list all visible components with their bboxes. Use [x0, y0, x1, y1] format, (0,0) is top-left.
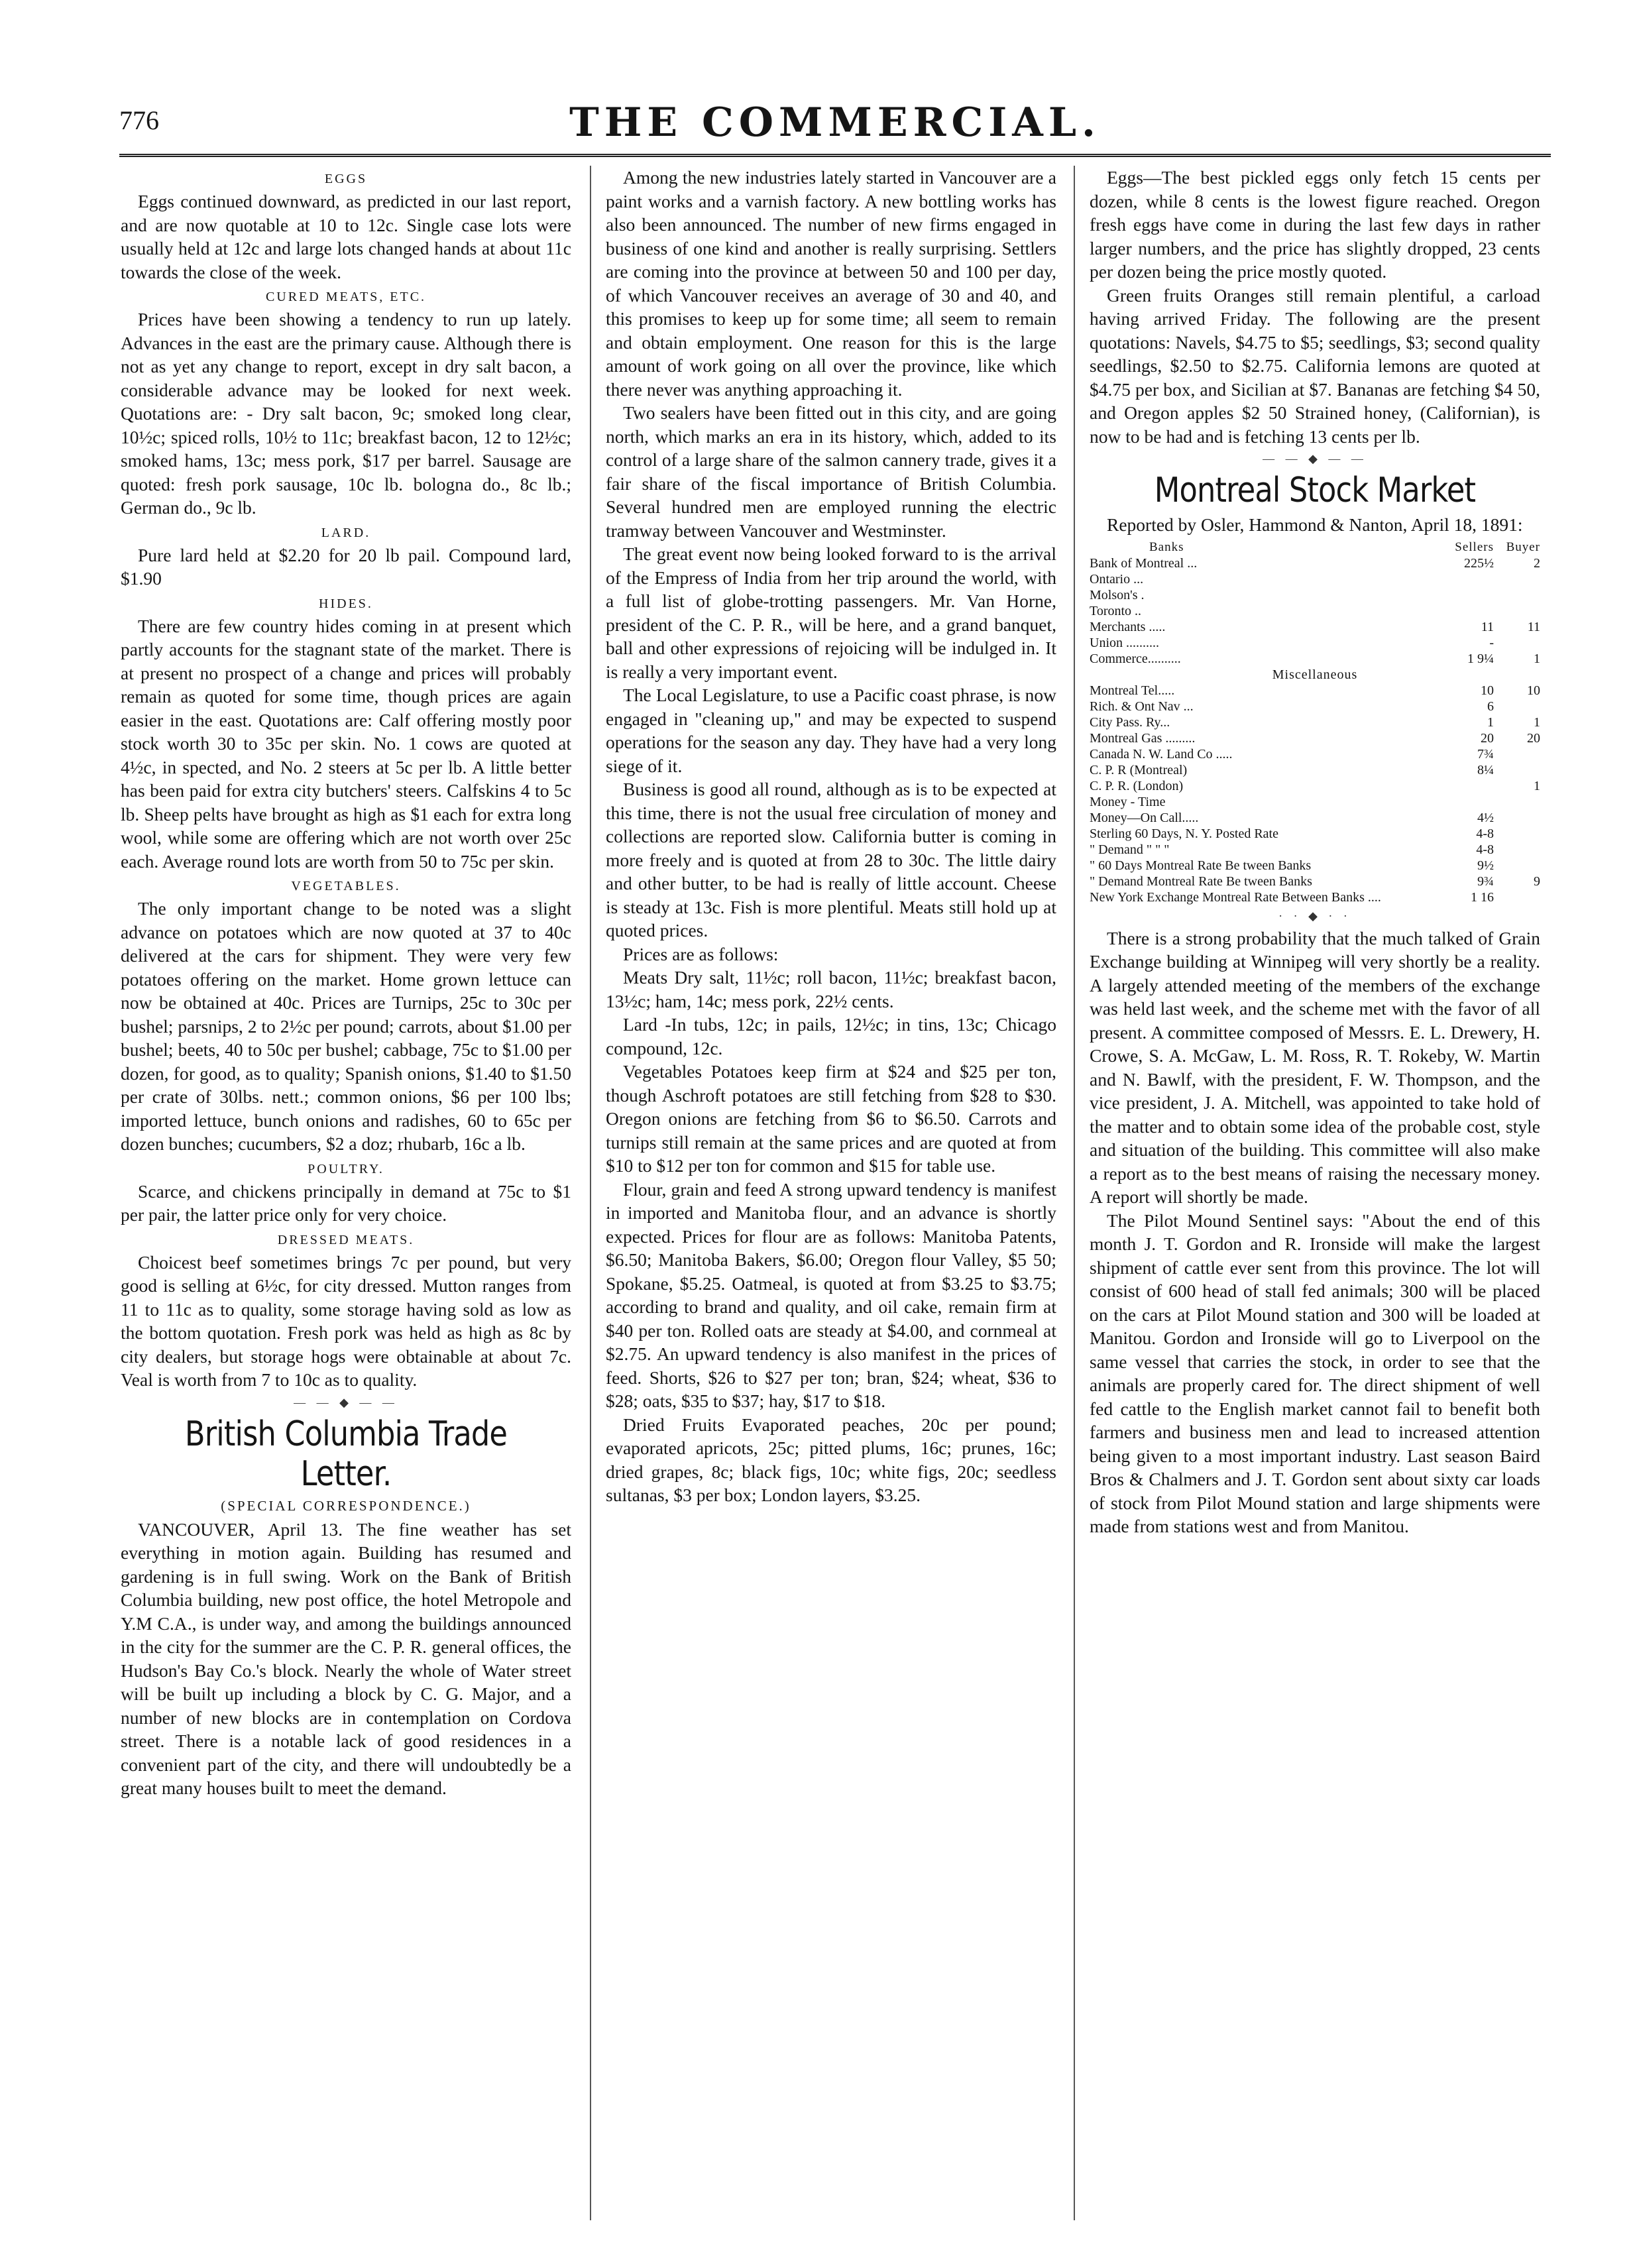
stock-buyers: [1494, 571, 1540, 587]
stock-buyers: [1494, 762, 1540, 778]
stock-header-sellers: Sellers: [1455, 539, 1494, 554]
eggs-heading: EGGS: [324, 172, 368, 186]
empress-paragraph: The great event now being looked forward to is the arrival of the Empress of India from her trip around the world, with a full list of globe-trotting passengers. Mr. Van Horne, president of the C. P. R., will be here, and a grand banquet, ball and other expressions of rejoicing will be indulged in. It is really a very important event.: [606, 543, 1056, 682]
stock-table-body: [1090, 555, 1540, 905]
stock-name: Bank of Montreal ...: [1090, 555, 1198, 571]
newspaper-title: THE COMMERCIAL.: [569, 99, 1101, 146]
stock-row: [1090, 874, 1540, 889]
vegetables-heading: VEGETABLES.: [291, 879, 401, 893]
vegetables-paragraph: The only important change to be noted was a slight advance on potatoes which are now quoted at 37 to 40c delivered at the cars for shipment. They were very few potatoes offering on the market. Home grown lettuce can now be obtained at 40c. Prices are Turnips, 25c to 30c per bushel; parsnips, 2 to 2½c per pound; carrots, about $1.00 per bushel; beets, 40 to 50c per bushel; cabbage, 75c to $1.00 per dozen, for good, as to quality; Spanish onions, $1.40 to $1.50 per crate of 30lbs. nett.; common onions, $6 per 100 lbs; imported lettuce, bunch onions and radishes, 60 to 65c per dozen bunches; cucumbers, $2 a doz; rhubarb, 16c a lb.: [121, 898, 571, 1154]
stock-sellers: 8¼: [1477, 762, 1494, 777]
dressed-meats-heading: DRESSED MEATS.: [277, 1232, 415, 1247]
stock-name: " Demand Montreal Rate Be tween Banks: [1090, 874, 1312, 889]
stock-name: " 60 Days Montreal Rate Be tween Banks: [1090, 858, 1312, 873]
stock-row: [1090, 810, 1540, 826]
stock-row: [1090, 699, 1540, 714]
stock-sellers: 9½: [1477, 858, 1494, 873]
stock-row: [1090, 858, 1540, 874]
lard-heading: LARD.: [321, 525, 371, 540]
stock-buyers: [1494, 699, 1540, 714]
stock-sellers: [1447, 794, 1494, 810]
stock-name: Molson's .: [1090, 587, 1145, 602]
industries-paragraph: Among the new industries lately started in Vancouver are a paint works and a varnish factory. A new bottling works has also been announced. The number of new firms engaged in business of one kind and another is really surprising. Settlers are coming into the province at between 50 and 100 per day, of which Vancouver receives an average of 30 and 40, and this promises to keep up for some time; all seem to remain and obtain employment. One reason for this is the large amount of work going on all over the province, like which there never was anything approaching it.: [606, 167, 1056, 400]
stock-row: [1090, 603, 1540, 619]
stock-name: Money—On Call.....: [1090, 810, 1199, 825]
stock-market-intro: Reported by Osler, Hammond & Nanton, April 18, 1891:: [1107, 514, 1523, 535]
stock-name: Merchants .....: [1090, 619, 1166, 634]
stock-name: Money - Time: [1090, 794, 1166, 809]
stock-sellers: 4½: [1477, 810, 1494, 825]
prices-intro: Prices are as follows:: [623, 943, 779, 964]
column-rule: [1074, 166, 1075, 2220]
stock-name: New York Exchange Montreal Rate Between Banks ....: [1090, 889, 1381, 905]
dried-fruits-prices: Dried Fruits Evaporated peaches, 20c per pound; evaporated apricots, 25c; pitted plums, 16c; prunes, 16c; dried grapes, 8c; black figs, 10c; white figs, 20c; seedless sultanas, $3 per box; London layers, $3.25.: [606, 1414, 1056, 1505]
stock-name: Commerce..........: [1090, 651, 1181, 666]
sealers-paragraph: Two sealers have been fitted out in this city, and are going north, which marks an era in its history, which, added to its control of a large share of the salmon cannery trade, gives it a fair share of the fiscal importance of British Columbia. Several hundred men are employed running the electric tramway between Vancouver and Westminster.: [606, 402, 1056, 541]
stock-row: [1090, 762, 1540, 778]
stock-sellers: 11: [1481, 619, 1494, 634]
stock-sellers: 1: [1487, 714, 1494, 730]
stock-row: [1090, 889, 1540, 905]
stock-sellers: 20: [1481, 730, 1494, 746]
vegetables-prices: Vegetables Potatoes keep firm at $24 and $25 per ton, though Aschroft potatoes are still fetching from $28 to $30. Oregon onions are fetching from $6 to $6.50. Carrots and turnips still remain at the same prices and are quoted at from $10 to $12 per ton for common and $15 for table use.: [606, 1061, 1056, 1176]
stock-row: [1090, 746, 1540, 762]
cured-meats-paragraph: Prices have been showing a tendency to run up lately. Advances in the east are the primary cause. Although there is not as yet any change to report, except in dry salt bacon, a considerable advance may be looked for next week. Quotations are: - Dry salt bacon, 9c; smoked long clear, 10½c; spiced rolls, 10½ to 11c; breakfast bacon, 12 to 12½c; smoked hams, 13c; mess pork, $17 per barrel. Sausage are quoted: fresh pork sausage, 10c lb. bologna do., 8c lb.; German do., 9c lb.: [121, 309, 571, 518]
stock-header-buyers: Buyer: [1506, 539, 1540, 554]
stock-sellers: 1 9¼: [1467, 651, 1494, 666]
stock-name: Miscellaneous: [1272, 667, 1358, 682]
stock-buyers: 20: [1527, 730, 1540, 746]
stock-sellers: 6: [1487, 699, 1494, 714]
dressed-meats-paragraph: Choicest beef sometimes brings 7c per pound, but very good is selling at 6½c, for city dressed. Mutton ranges from 11 to 11c as to quality, some storage having sold as low as the bottom quotation. Fresh pork was held as high as 8c by city dealers, but storage hogs were obtainable at about 7c. Veal is worth from 7 to 10c as to quality.: [121, 1251, 571, 1390]
stock-sellers: 10: [1481, 683, 1494, 698]
column-3: [1090, 166, 1540, 2220]
stock-row: [1090, 587, 1540, 603]
page-columns: [121, 166, 1552, 2220]
bc-trade-letter-subtitle: (SPECIAL CORRESPONDENCE.): [221, 1497, 471, 1514]
stock-header-banks: Banks: [1149, 539, 1184, 554]
flour-grain-prices: Flour, grain and feed A strong upward tendency is manifest in imported and Manitoba flour, and an advance is shortly expected. Prices for flour are as follows: Manitoba Patents, $6.50; Manitoba Bakers, $6.00; Oregon flour Valley, $5 50; Spokane, $5.25. Oatmeal, is quoted at from $3.25 to $3.75; according to brand and quality, and oil cake, remain firm at $40 per ton. Rolled oats are steady at $4.00, and cornmeal at $2.75. An upward tendency is also manifest in the prices of feed. Shorts, $26 to $27 per ton; bran, $24; wheat, $36 to $28; oats, $35 to $37; hay, $17 to $18.: [606, 1178, 1056, 1411]
section-divider: — — ◆ — —: [1263, 452, 1367, 465]
stock-buyers: [1494, 635, 1540, 651]
stock-row: [1090, 635, 1540, 651]
poultry-heading: POULTRY.: [308, 1161, 384, 1176]
bc-trade-letter-paragraph: VANCOUVER, April 13. The fine weather has set everything in motion again. Building has resumed and gardening is in full swing. Work on the Bank of British Columbia building, new post office, the hotel Metropole and Y.M C.A., is under way, and among the buildings announced in the city for the summer are the C. P. R. general offices, the Hudson's Bay Co.'s block. Nearly the whole of Water street will be built up including a block by C. G. Major, and a number of new blocks are in contemplation on Cordova street. There is a notable lack of good residences in a convenient part of the city, and there will undoubtedly be a great many houses built to meet the demand.: [121, 1518, 571, 1798]
section-divider: · · ◆ · ·: [1278, 909, 1351, 923]
page-number: 776: [119, 105, 159, 135]
column-1: [121, 166, 571, 2220]
lard-paragraph: Pure lard held at $2.20 for 20 lb pail. Compound lard, $1.90: [121, 544, 571, 589]
bc-trade-letter-title: British Columbia Trade Letter.: [184, 1414, 508, 1494]
stock-buyers: 1: [1534, 778, 1540, 793]
stock-row: [1090, 730, 1540, 746]
stock-sellers: [1447, 778, 1494, 794]
stock-name: Ontario ...: [1090, 571, 1144, 587]
legislature-paragraph: The Local Legislature, to use a Pacific coast phrase, is now engaged in "cleaning up," and may be expected to suspend operations for the season any day. They have had a very long siege of it.: [606, 685, 1056, 776]
stock-row: [1090, 794, 1540, 810]
stock-row: [1090, 778, 1540, 794]
column-2: [606, 166, 1056, 2220]
stock-row: [1090, 826, 1540, 842]
stock-sellers: 225½: [1464, 555, 1494, 571]
hides-paragraph: There are few country hides coming in at present which partly accounts for the stagnant state of the market. There is at present no prospect of a change and prices will probably remain as quoted for some time, though prices are again easier in the east. Quotations are: Calf offering mostly poor stock worth 30 to 35c per skin. No. 1 cows are quoted at 4½c, in spected, and No. 2 steers at 5c per lb. A little better has been paid for extra city butchers' steers. Calfskins 4 to 5c lb. Sheep pelts have brought as high as $1 each for extra long wool, while some are offering which are not worth over 25c each. Average round lots are worth from 50 to 75c per skin.: [121, 615, 571, 872]
stock-buyers: 11: [1527, 619, 1540, 634]
pilot-mound-paragraph: The Pilot Mound Sentinel says: "About the end of this month J. T. Gordon and R. Ironside will make the largest shipment of cattle ever sent from this province. The lot will consist of 600 head of stall fed animals; 300 will be placed on the cars at Pilot Mound station and 300 will be loaded at Manitou. Gordon and Ironside will go to Liverpool on the same vessel that carries the stock, in order to see that the animals are properly cared for. The direct shipment of well fed cattle to the English market cannot fail to benefit both farmers and business men and lead to increased attention being given to a most important industry. Last season Baird Bros & Chalmers and J. T. Gordon sent about sixty car loads of stock from Pilot Mound station and large shipments were made from stations west and from Manitou.: [1090, 1210, 1540, 1536]
stock-sellers: 7¾: [1477, 746, 1494, 762]
stock-name: Union ..........: [1090, 635, 1159, 650]
stock-sellers: [1447, 587, 1494, 603]
hides-heading: HIDES.: [319, 596, 373, 611]
stock-name: Toronto ..: [1090, 603, 1142, 618]
stock-buyers: 1: [1534, 651, 1540, 666]
stock-name: Rich. & Ont Nav ...: [1090, 699, 1194, 714]
stock-row: [1090, 714, 1540, 730]
business-paragraph: Business is good all round, although as is to be expected at this time, there is not the usual free circulation of money and collections are reported slow. California butter is coming in more freely and is quoted at from 28 to 30c. The little dairy and other butter, to be had is really of little account. Cheese is steady at 13c. Fish is more plentiful. Meats still hold up at quoted prices.: [606, 779, 1056, 940]
stock-row: [1090, 619, 1540, 635]
stock-buyers: [1494, 810, 1540, 826]
lard-prices: Lard -In tubs, 12c; in pails, 12½c; in tins, 13c; Chicago compound, 12c.: [606, 1014, 1056, 1058]
stock-name: C. P. R. (London): [1090, 778, 1184, 793]
stock-buyers: [1494, 858, 1540, 874]
stock-buyers: [1494, 603, 1540, 619]
stock-row: [1090, 651, 1540, 667]
stock-name: Canada N. W. Land Co .....: [1090, 746, 1233, 762]
meats-prices: Meats Dry salt, 11½c; roll bacon, 11½c; breakfast bacon, 13½c; ham, 14c; mess pork, 22½ cents.: [606, 967, 1056, 1011]
masthead: [119, 99, 1551, 152]
stock-row: [1090, 555, 1540, 571]
column-rule: [590, 166, 591, 2220]
stock-sellers: 9¾: [1477, 874, 1494, 889]
stock-buyers: [1494, 826, 1540, 842]
stock-market-title: Montreal Stock Market: [1154, 471, 1476, 510]
stock-buyers: [1494, 794, 1540, 810]
stock-row: [1090, 683, 1540, 699]
stock-sellers: 4-8: [1476, 826, 1494, 841]
stock-name: " Demand " " ": [1090, 842, 1170, 857]
eggs-report-paragraph: Eggs—The best pickled eggs only fetch 15 cents per dozen, while 8 cents is the lowest figure reached. Oregon fresh eggs have come in during the last few days in rather larger numbers, and the price has slightly dropped, 23 cents per dozen being the price mostly quoted.: [1090, 167, 1540, 282]
eggs-paragraph: Eggs continued downward, as predicted in our last report, and are now quotable at 10 to 12c. Single case lots were usually held at 12c and large lots changed hands at about 11c towards the close of the week.: [121, 191, 571, 282]
stock-buyers: [1494, 889, 1540, 905]
stock-name: Sterling 60 Days, N. Y. Posted Rate: [1090, 826, 1278, 841]
stock-row: [1090, 571, 1540, 587]
stock-row: [1090, 667, 1540, 683]
stock-sellers: -: [1489, 635, 1494, 650]
stock-name: Montreal Gas .........: [1090, 730, 1196, 746]
stock-buyers: 10: [1527, 683, 1540, 698]
poultry-paragraph: Scarce, and chickens principally in demand at 75c to $1 per pair, the latter price only for very choice.: [121, 1180, 571, 1225]
stock-name: Montreal Tel.....: [1090, 683, 1175, 698]
cured-meats-heading: CURED MEATS, ETC.: [265, 290, 427, 304]
stock-row: [1090, 842, 1540, 858]
grain-exchange-paragraph: There is a strong probability that the much talked of Grain Exchange building at Winnipeg will very shortly be a reality. A largely attended meeting of the members of the exchange was held last week, and the scheme met with the favor of all present. A committee composed of Messrs. E. L. Drewery, H. Crowe, S. A. McGaw, L. M. Ross, R. T. Rokeby, W. Martin and N. Bawlf, with the president, F. W. Thompson, and the vice president, J. A. Mitchell, was appointed to take hold of the matter and to obtain some idea of the probable cost, style and situation of the building. This committee will also make a report as to the best means of raising the necessary money. A report will shortly be made.: [1090, 927, 1540, 1207]
stock-table: [1090, 539, 1540, 905]
section-divider: — — ◆ — —: [294, 1395, 398, 1409]
stock-buyers: [1494, 746, 1540, 762]
stock-buyers: 9: [1534, 874, 1540, 889]
stock-name: City Pass. Ry...: [1090, 714, 1170, 730]
stock-sellers: [1447, 571, 1494, 587]
stock-table-header: [1090, 539, 1540, 555]
stock-sellers: 4-8: [1476, 842, 1494, 857]
stock-sellers: 1 16: [1471, 889, 1494, 905]
stock-buyers: 2: [1534, 555, 1540, 571]
green-fruits-paragraph: Green fruits Oranges still remain plentiful, a carload having arrived Friday. The following are the present quotations: Navels, $4.75 to $5; seedlings, $3; second quality seedlings, $2.50 to $2.75. California lemons are quoted at $4.75 per box, and Sicilian at $7. Bananas are fetching $4 50, and Oregon apples $2 50 Strained honey, (Californian), is now to be had and is fetching 13 cents per lb.: [1090, 284, 1540, 447]
stock-buyers: [1494, 587, 1540, 603]
stock-name: C. P. R (Montreal): [1090, 762, 1188, 777]
stock-buyers: 1: [1534, 714, 1540, 730]
stock-sellers: [1447, 603, 1494, 619]
masthead-rule: [119, 154, 1551, 157]
stock-buyers: [1494, 842, 1540, 858]
